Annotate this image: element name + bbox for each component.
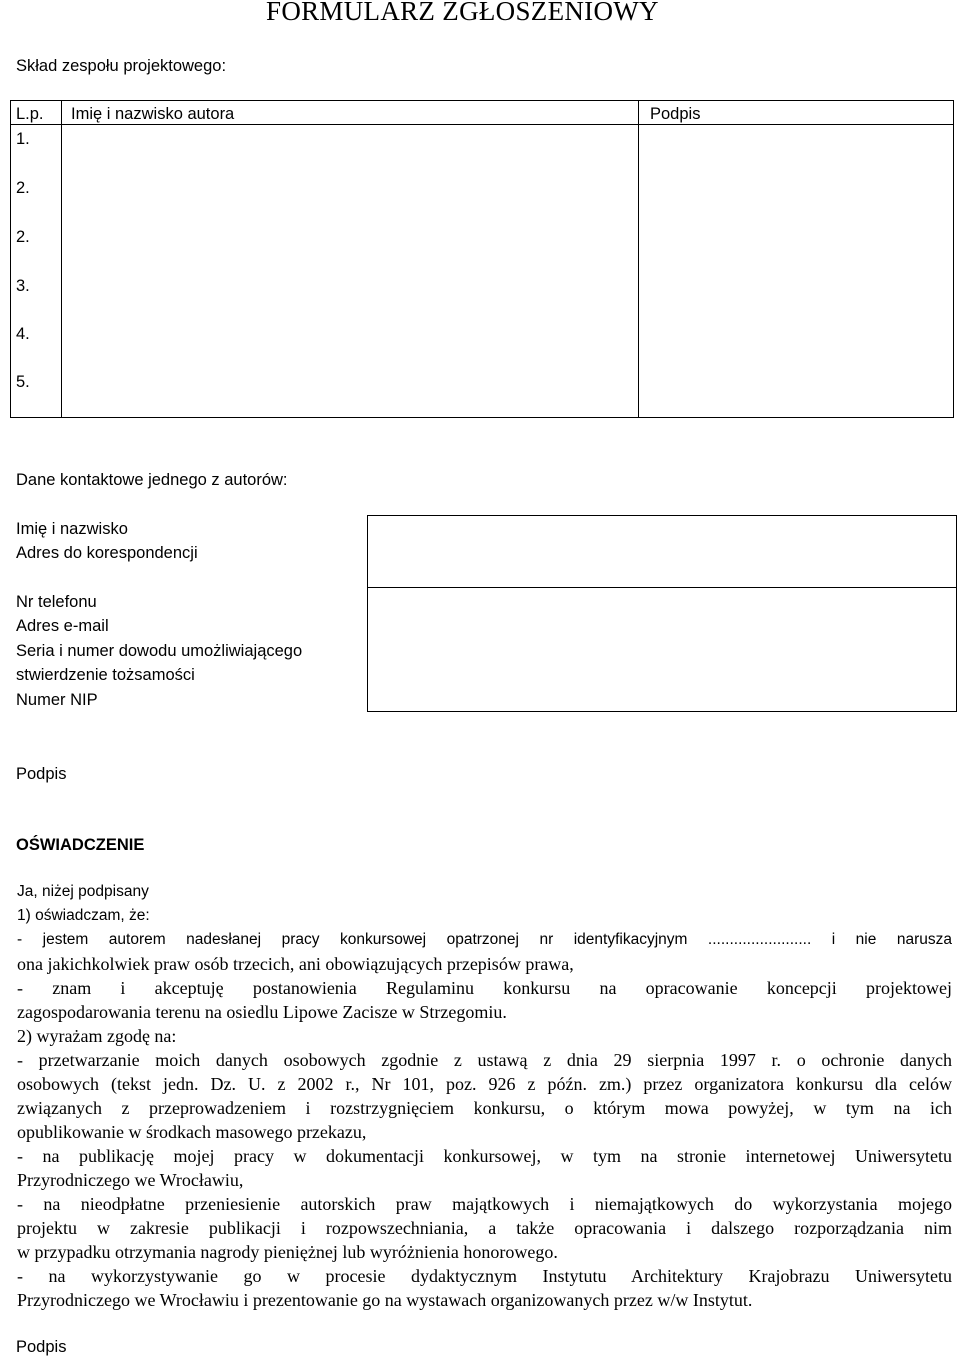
contact-field-email: Adres e-mail — [16, 617, 109, 635]
declaration-item: - na publikację mojej pracy w dokumentacji konkursowej, w tym na stronie internetowej Uniwersytetu — [17, 1146, 952, 1166]
declaration-item-cont: opublikowanie w środkach masowego przekazu, — [17, 1122, 367, 1142]
declaration-item: - na wykorzystywanie go w procesie dydaktycznym Instytutu Architektury Krajobrazu Uniwersytetu — [17, 1266, 952, 1286]
contact-heading: Dane kontaktowe jednego z autorów: — [16, 471, 288, 489]
contact-field-id-document: Seria i numer dowodu umożliwiającego — [16, 642, 303, 660]
header-signature: Podpis — [650, 105, 701, 123]
contact-field-name: Imię i nazwisko — [16, 520, 128, 538]
authors-table — [10, 100, 954, 418]
declaration-item-cont: Przyrodniczego we Wrocławiu, — [17, 1170, 244, 1190]
signature-label: Podpis — [16, 765, 67, 783]
declaration-intro: Ja, niżej podpisany — [17, 883, 149, 900]
contact-field-phone: Nr telefonu — [16, 593, 97, 611]
declaration-body-serif — [17, 952, 952, 1312]
declaration-point-2: 2) wyrażam zgodę na: — [17, 1026, 177, 1046]
contact-field-id-document-cont: stwierdzenie tożsamości — [16, 666, 195, 684]
declaration-item: - jestem autorem nadesłanej pracy konkursowej opatrzonej nr identyfikacyjnym ........................ i nie narusza — [17, 931, 952, 948]
declaration-item: - znam i akceptuję postanowienia Regulaminu konkursu na opracowanie koncepcji projektowej — [17, 978, 952, 998]
declaration-item-cont: zagospodarowania terenu na osiedlu Lipowe Zacisze w Strzegomiu. — [17, 1002, 507, 1022]
row-number: 4. — [16, 325, 30, 343]
declaration-item-cont: ona jakichkolwiek praw osób trzecich, ani obowiązujących przepisów prawa, — [17, 954, 574, 974]
contact-table — [10, 515, 957, 712]
header-lp: L.p. — [16, 105, 44, 123]
row-number: 3. — [16, 277, 30, 295]
declaration-item-cont: osobowych (tekst jedn. Dz. U. z 2002 r., Nr 101, poz. 926 z późn. zm.) przez organizatora konkursu dla celów — [17, 1074, 952, 1094]
declaration-body — [17, 880, 952, 952]
row-number: 5. — [16, 373, 30, 391]
row-number: 1. — [16, 130, 30, 148]
declaration-item-cont: projektu w zakresie publikacji i rozpowszechniania, a także opracowania i dalszego rozporządzania nim — [17, 1218, 952, 1238]
declaration-item-cont: związanych z przeprowadzeniem i rozstrzygnięciem konkursu, o którym mowa powyżej, w tym na ich — [17, 1098, 952, 1118]
declaration-point-1: 1) oświadczam, że: — [17, 907, 150, 924]
contact-field-address: Adres do korespondencji — [16, 544, 198, 562]
declaration-item-cont: Przyrodniczego we Wrocławiu i prezentowanie go na wystawach organizowanych przez w/w Instytut. — [17, 1290, 753, 1310]
team-label: Skład zespołu projektowego: — [16, 57, 227, 75]
header-author-name: Imię i nazwisko autora — [71, 105, 235, 123]
signature-label-final: Podpis — [16, 1338, 67, 1356]
row-number: 2. — [16, 228, 30, 246]
contact-values-box[interactable] — [367, 515, 957, 712]
declaration-heading: OŚWIADCZENIE — [16, 836, 145, 854]
declaration-item-cont: w przypadku otrzymania nagrody pieniężnej lub wyróżnienia honorowego. — [17, 1242, 558, 1262]
contact-field-nip: Numer NIP — [16, 691, 98, 709]
form-title: FORMULARZ ZGŁOSZENIOWY — [266, 0, 659, 26]
declaration-item: - przetwarzanie moich danych osobowych zgodnie z ustawą z dnia 29 sierpnia 1997 r. o ochronie danych — [17, 1050, 952, 1070]
declaration-item: - na nieodpłatne przeniesienie autorskich praw majątkowych i niemajątkowych do wykorzystania mojego — [17, 1194, 952, 1214]
row-number: 2. — [16, 179, 30, 197]
